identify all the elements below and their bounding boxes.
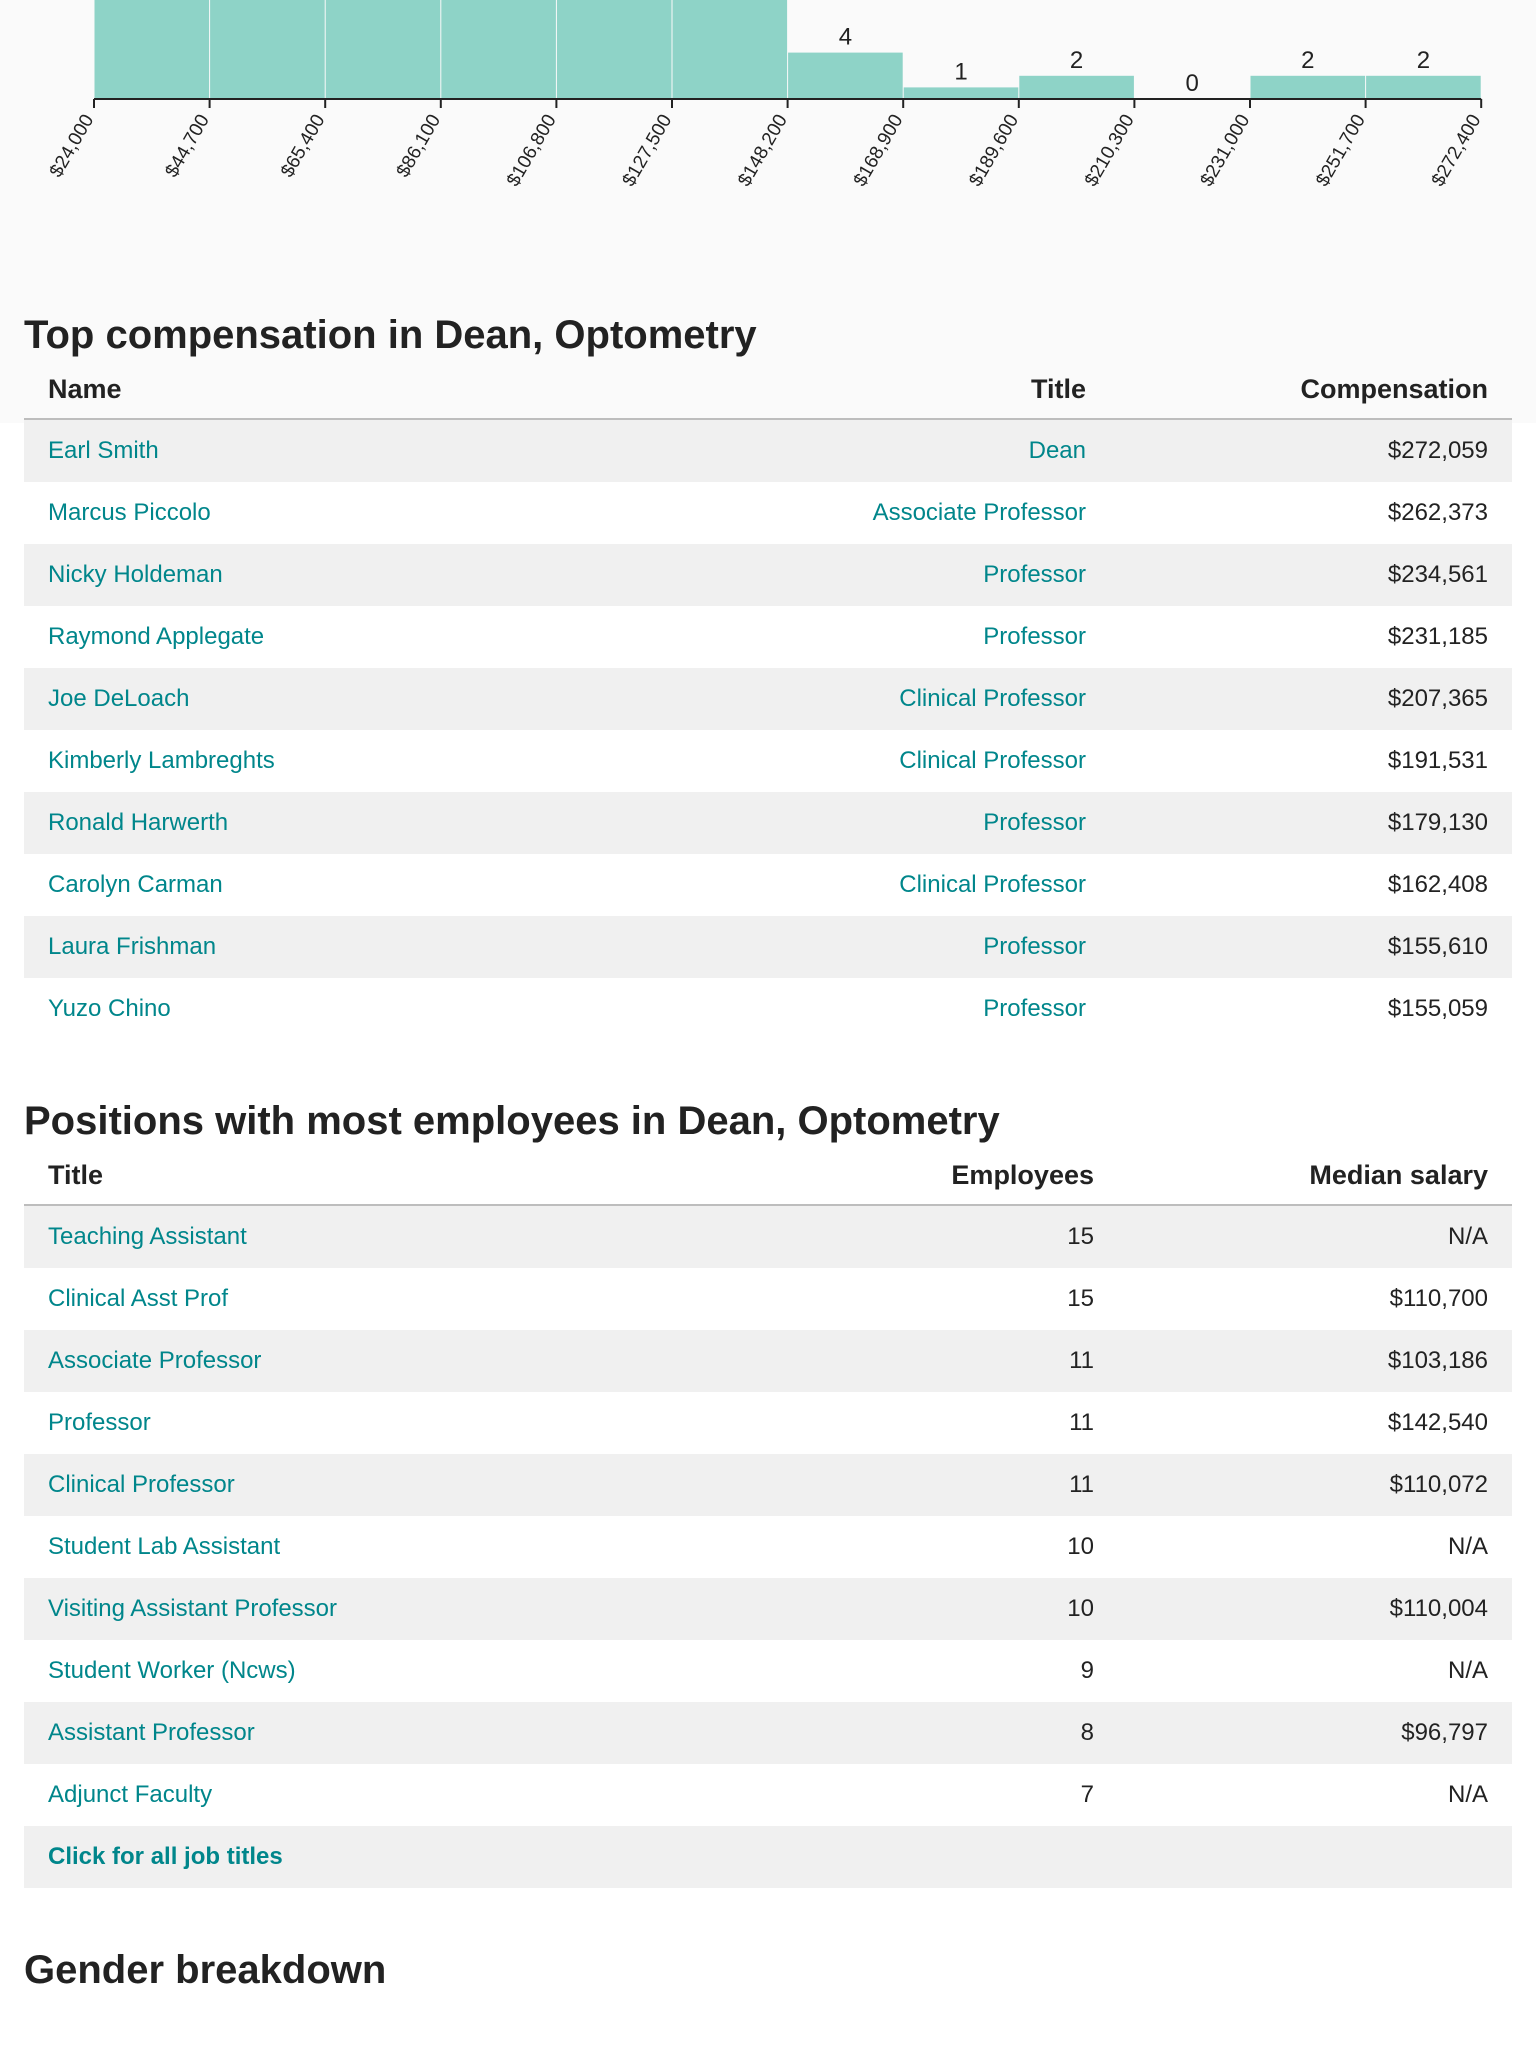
table-row bbox=[24, 544, 1512, 606]
employee-title-link[interactable]: Professor bbox=[983, 933, 1086, 960]
gender-heading: Gender breakdown bbox=[24, 1948, 387, 1992]
employee-title-link[interactable]: Clinical Professor bbox=[899, 747, 1086, 774]
employee-name-link[interactable]: Joe DeLoach bbox=[48, 685, 190, 712]
compensation-value: $234,561 bbox=[1387, 561, 1488, 588]
histogram-bar bbox=[788, 53, 903, 99]
x-axis-tick-label: $251,700 bbox=[1312, 111, 1370, 191]
median-salary-value: $103,186 bbox=[1387, 1347, 1488, 1374]
x-axis-tick-label: $272,400 bbox=[1427, 111, 1486, 191]
position-title-link[interactable]: Clinical Professor bbox=[48, 1471, 235, 1498]
employee-count: 9 bbox=[1080, 1657, 1094, 1684]
all-titles-row bbox=[24, 1826, 1512, 1888]
position-title-link[interactable]: Student Lab Assistant bbox=[48, 1533, 281, 1560]
table-header-row bbox=[24, 360, 1512, 419]
table-row bbox=[24, 1516, 1512, 1578]
table-row bbox=[24, 419, 1512, 482]
employee-name-link[interactable]: Kimberly Lambreghts bbox=[48, 747, 275, 774]
salary-histogram bbox=[0, 0, 1536, 260]
median-salary-value: $110,004 bbox=[1389, 1595, 1488, 1622]
table-row bbox=[24, 482, 1512, 544]
employee-title-link[interactable]: Associate Professor bbox=[872, 499, 1086, 526]
x-axis-tick-label: $65,400 bbox=[276, 111, 330, 181]
employee-title-link[interactable]: Professor bbox=[983, 809, 1086, 836]
bar-value-label: 2 bbox=[1069, 46, 1084, 74]
employee-name-link[interactable]: Ronald Harwerth bbox=[48, 809, 229, 836]
employee-name-link[interactable]: Earl Smith bbox=[48, 437, 159, 464]
employee-title-link[interactable]: Professor bbox=[983, 995, 1086, 1022]
employee-name-link[interactable]: Laura Frishman bbox=[48, 933, 217, 960]
col-median-salary-header: Median salary bbox=[1118, 1146, 1512, 1205]
table-row bbox=[24, 1392, 1512, 1454]
median-salary-value: $96,797 bbox=[1401, 1719, 1488, 1746]
compensation-value: $207,365 bbox=[1387, 685, 1488, 712]
bar-value-label: 2 bbox=[1301, 46, 1315, 74]
histogram-bar bbox=[95, 0, 210, 99]
top-compensation-section bbox=[24, 312, 1512, 1040]
position-title-link[interactable]: Professor bbox=[48, 1409, 151, 1436]
employee-title-link[interactable]: Professor bbox=[983, 623, 1086, 650]
table-row bbox=[24, 1640, 1512, 1702]
employee-count: 10 bbox=[1067, 1595, 1094, 1622]
table-row bbox=[24, 1764, 1512, 1826]
histogram-bar bbox=[673, 0, 788, 99]
employee-count: 7 bbox=[1080, 1781, 1094, 1808]
histogram-bar bbox=[1366, 76, 1481, 99]
table-row bbox=[24, 1330, 1512, 1392]
histogram-bar bbox=[326, 0, 441, 99]
x-axis-tick-label: $231,000 bbox=[1196, 111, 1255, 191]
employee-title-link[interactable]: Dean bbox=[1028, 437, 1086, 464]
compensation-value: $155,610 bbox=[1387, 933, 1488, 960]
table-header-row bbox=[24, 1146, 1512, 1205]
position-title-link[interactable]: Associate Professor bbox=[48, 1347, 262, 1374]
median-salary-value: $110,072 bbox=[1389, 1471, 1488, 1498]
bar-value-label: 1 bbox=[954, 58, 968, 86]
table-row bbox=[24, 1268, 1512, 1330]
col-compensation-header: Compensation bbox=[1110, 360, 1512, 419]
table-row bbox=[24, 1578, 1512, 1640]
position-title-link[interactable]: Teaching Assistant bbox=[48, 1223, 247, 1250]
position-title-link[interactable]: Visiting Assistant Professor bbox=[48, 1595, 338, 1622]
median-salary-value: $110,700 bbox=[1389, 1285, 1488, 1312]
bar-value-label: 4 bbox=[838, 23, 853, 51]
employee-count: 15 bbox=[1067, 1285, 1094, 1312]
top-compensation-table bbox=[24, 360, 1512, 1040]
table-row bbox=[24, 792, 1512, 854]
position-title-link[interactable]: Clinical Asst Prof bbox=[48, 1285, 229, 1312]
bar-value-label: 0 bbox=[1185, 70, 1199, 97]
x-axis-tick-label: $44,700 bbox=[161, 111, 214, 181]
employee-count: 8 bbox=[1080, 1719, 1094, 1746]
compensation-value: $262,373 bbox=[1387, 499, 1488, 526]
employee-name-link[interactable]: Nicky Holdeman bbox=[48, 561, 223, 588]
table-row bbox=[24, 978, 1512, 1040]
median-salary-value: N/A bbox=[1447, 1223, 1488, 1250]
position-title-link[interactable]: Assistant Professor bbox=[48, 1719, 255, 1746]
x-axis-tick-label: $106,800 bbox=[502, 111, 561, 191]
bar-value-label: 2 bbox=[1416, 46, 1431, 74]
col-title-header: Title bbox=[632, 360, 1110, 419]
table-row bbox=[24, 916, 1512, 978]
table-row bbox=[24, 854, 1512, 916]
histogram-bar bbox=[557, 0, 672, 99]
position-title-link[interactable]: Adjunct Faculty bbox=[48, 1781, 213, 1808]
compensation-value: $231,185 bbox=[1387, 623, 1488, 650]
col-name-header: Name bbox=[24, 360, 632, 419]
table-row bbox=[24, 668, 1512, 730]
all-job-titles-link[interactable]: Click for all job titles bbox=[48, 1843, 283, 1870]
median-salary-value: N/A bbox=[1447, 1781, 1488, 1808]
table-row bbox=[24, 1205, 1512, 1268]
histogram-bar bbox=[1251, 76, 1366, 99]
histogram-bar bbox=[210, 0, 325, 99]
employee-title-link[interactable]: Clinical Professor bbox=[899, 871, 1086, 898]
top-compensation-heading: Top compensation in Dean, Optometry bbox=[24, 313, 757, 357]
compensation-value: $155,059 bbox=[1387, 995, 1488, 1022]
positions-section bbox=[24, 1098, 1512, 1888]
table-row bbox=[24, 730, 1512, 792]
table-row bbox=[24, 606, 1512, 668]
median-salary-value: N/A bbox=[1447, 1657, 1488, 1684]
employee-name-link[interactable]: Carolyn Carman bbox=[48, 871, 223, 898]
median-salary-value: $142,540 bbox=[1387, 1409, 1488, 1436]
col-title-header: Title bbox=[24, 1146, 632, 1205]
compensation-value: $179,130 bbox=[1387, 809, 1488, 836]
x-axis-tick-label: $210,300 bbox=[1080, 111, 1139, 191]
positions-heading: Positions with most employees in Dean, Optometry bbox=[24, 1099, 1000, 1143]
median-salary-value: N/A bbox=[1447, 1533, 1488, 1560]
employee-count: 11 bbox=[1069, 1347, 1094, 1374]
x-axis-tick-label: $189,600 bbox=[965, 111, 1024, 191]
employee-title-link[interactable]: Professor bbox=[983, 561, 1086, 588]
compensation-value: $162,408 bbox=[1387, 871, 1488, 898]
position-title-link[interactable]: Student Worker (Ncws) bbox=[48, 1657, 296, 1684]
histogram-bar bbox=[441, 0, 556, 99]
histogram-bar bbox=[1019, 76, 1134, 99]
x-axis-tick-label: $86,100 bbox=[392, 111, 446, 181]
positions-table bbox=[24, 1146, 1512, 1888]
employee-count: 11 bbox=[1069, 1409, 1094, 1436]
x-axis-tick-label: $168,900 bbox=[849, 111, 908, 191]
employee-count: 15 bbox=[1067, 1223, 1094, 1250]
employee-count: 11 bbox=[1069, 1471, 1094, 1498]
histogram-bar bbox=[904, 87, 1019, 99]
employee-name-link[interactable]: Raymond Applegate bbox=[48, 623, 265, 650]
employee-name-link[interactable]: Yuzo Chino bbox=[48, 995, 171, 1022]
x-axis-tick-label: $148,200 bbox=[734, 111, 792, 191]
employee-count: 10 bbox=[1067, 1533, 1094, 1560]
employee-name-link[interactable]: Marcus Piccolo bbox=[48, 499, 211, 526]
compensation-value: $191,531 bbox=[1387, 747, 1488, 774]
x-axis-tick-label: $24,000 bbox=[45, 111, 99, 181]
table-row bbox=[24, 1454, 1512, 1516]
x-axis-tick-label: $127,500 bbox=[618, 111, 677, 191]
col-employees-header: Employees bbox=[632, 1146, 1118, 1205]
compensation-value: $272,059 bbox=[1387, 437, 1488, 464]
employee-title-link[interactable]: Clinical Professor bbox=[899, 685, 1086, 712]
table-row bbox=[24, 1702, 1512, 1764]
gender-section bbox=[24, 1947, 1512, 1993]
